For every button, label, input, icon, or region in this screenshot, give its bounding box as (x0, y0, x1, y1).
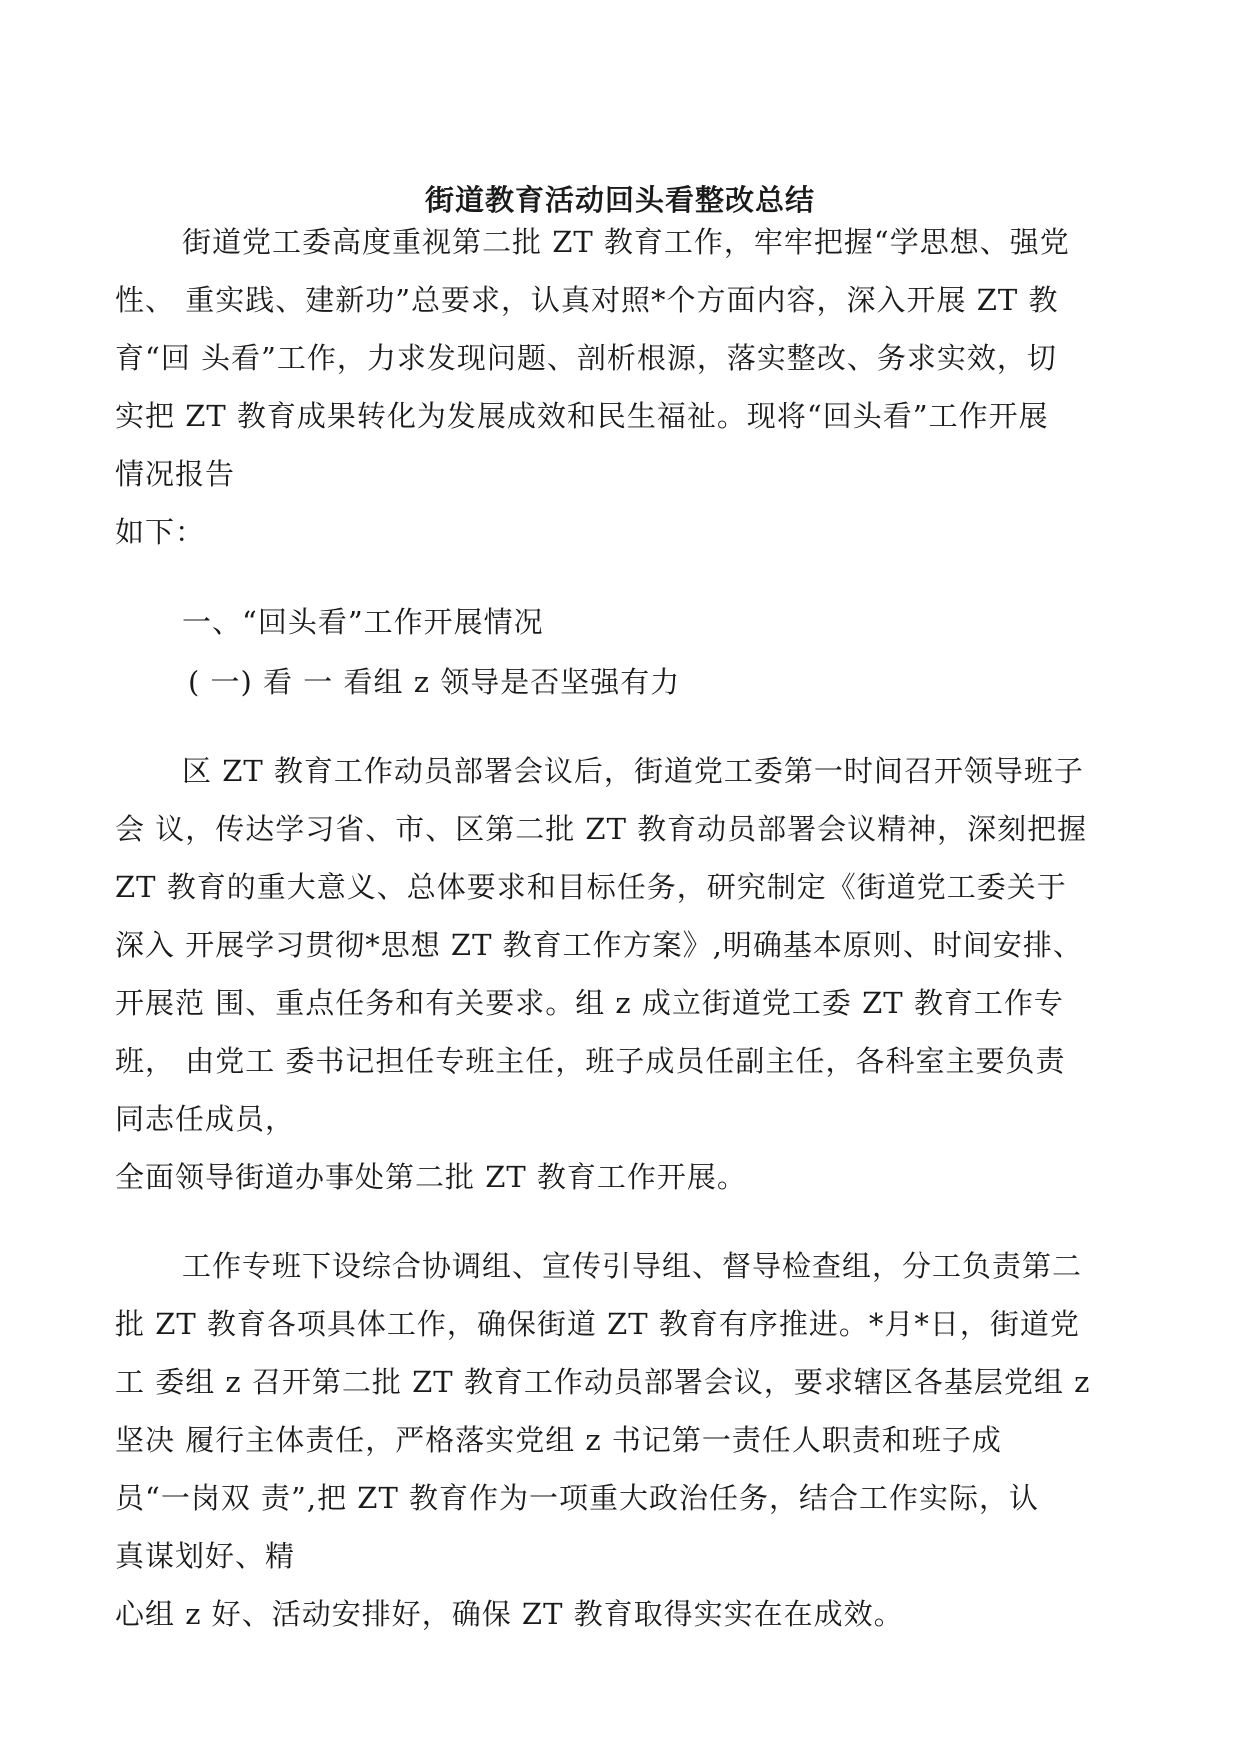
paragraph-line: 情况报告 (115, 457, 236, 491)
paragraph-line: 育“回 头看”工作，力求发现问题、剖析根源，落实整改、务求实效，切 (115, 341, 1057, 375)
paragraph-line: 深入 开展学习贯彻*思想 ZT 教育工作方案》,明确基本原则、时间安排、 (115, 928, 1083, 962)
paragraph-line: 实把 ZT 教育成果转化为发展成效和民生福祉。现将“回头看”工作开展 (115, 399, 1049, 433)
section-heading: 一、“回头看”工作开展情况 (182, 605, 544, 639)
paragraph-line: 批 ZT 教育各项具体工作，确保街道 ZT 教育有序推进。*月*日，街道党 (115, 1307, 1080, 1341)
paragraph-line: 心组 z 好、活动安排好，确保 ZT 教育取得实实在在成效。 (115, 1597, 904, 1631)
subsection-heading: ( 一) 看 一 看组 z 领导是否坚强有力 (188, 665, 681, 699)
paragraph-line: 区 ZT 教育工作动员部署会议后，街道党工委第一时间召开领导班子 (182, 754, 1084, 788)
paragraph-line: 员“一岗双 责”,把 ZT 教育作为一项重大政治任务，结合工作实际，认 (115, 1481, 1040, 1515)
paragraph-line: 班， 由党工 委书记担任专班主任，班子成员任副主任，各科室主要负责 (115, 1044, 1066, 1078)
paragraph-line: 同志任成员， (115, 1102, 296, 1136)
paragraph-line: 工 委组 z 召开第二批 ZT 教育工作动员部署会议，要求辖区各基层党组 z (115, 1365, 1091, 1399)
document-title: 街道教育活动回头看整改总结 (424, 183, 815, 217)
paragraph-line: 如下： (115, 515, 206, 549)
paragraph-line: 开展范 围、重点任务和有关要求。组 z 成立街道党工委 ZT 教育工作专 (115, 986, 1064, 1020)
paragraph-line: 性、 重实践、建新功”总要求，认真对照*个方面内容，深入开展 ZT 教 (115, 283, 1059, 317)
paragraph-line: 工作专班下设综合协调组、宣传引导组、督导检查组，分工负责第二 (182, 1249, 1083, 1283)
paragraph-line: 坚决 履行主体责任，严格落实党组 z 书记第一责任人职责和班子成 (115, 1423, 1002, 1457)
paragraph-line: 真谋划好、精 (115, 1539, 296, 1573)
paragraph-line: 全面领导街道办事处第二批 ZT 教育工作开展。 (115, 1160, 747, 1194)
paragraph-line: 街道党工委高度重视第二批 ZT 教育工作，牢牢把握“学思想、强党 (182, 225, 1070, 259)
paragraph-line: 会 议，传达学习省、市、区第二批 ZT 教育动员部署会议精神，深刻把握 (115, 812, 1088, 846)
paragraph-line: ZT 教育的重大意义、总体要求和目标任务，研究制定《街道党工委关于 (115, 870, 1067, 904)
